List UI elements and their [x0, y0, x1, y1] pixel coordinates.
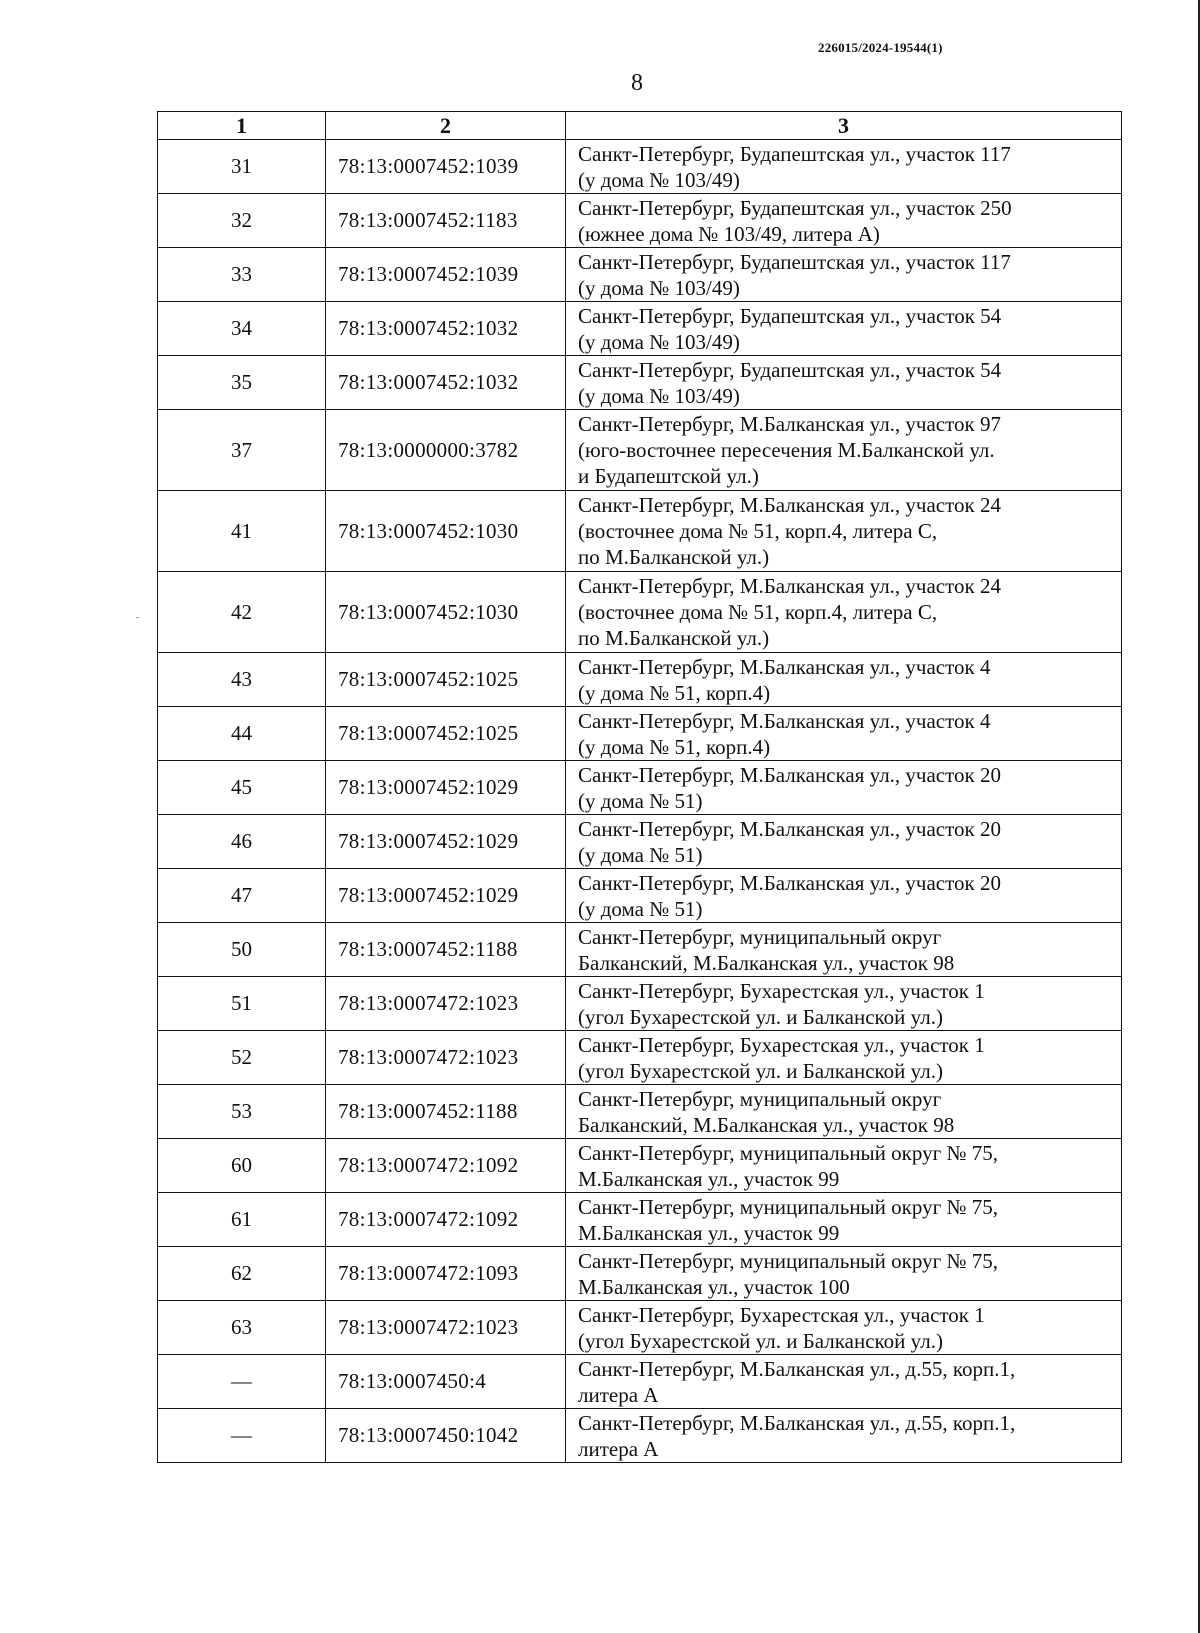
cadastral-number: 78:13:0007472:1092 [338, 1207, 519, 1231]
cadastral-number-cell [326, 707, 566, 761]
row-number: 34 [231, 316, 252, 340]
address-line: Санкт-Петербург, М.Балканская ул., участок 4 [578, 654, 991, 679]
cadastral-number: 78:13:0007452:1039 [338, 154, 519, 178]
cadastral-number: 78:13:0007452:1032 [338, 316, 519, 340]
row-number: 32 [231, 208, 252, 232]
row-number: 46 [231, 829, 252, 853]
cadastral-number: 78:13:0007472:1023 [338, 991, 519, 1015]
cadastral-number: 78:13:0007452:1029 [338, 829, 519, 853]
table-row [158, 248, 1122, 302]
address-line: (восточнее дома № 51, корп.4, литера С, [578, 519, 938, 543]
address-line: Санкт-Петербург, М.Балканская ул., участок 97 [578, 412, 1001, 436]
address-cell [566, 1193, 1122, 1247]
address-line: Санкт-Петербург, М.Балканская ул., участок 24 [578, 493, 1001, 517]
address-cell [566, 1301, 1122, 1355]
cadastral-number: 78:13:0007452:1025 [338, 667, 519, 691]
page-number: 8 [631, 70, 643, 96]
row-number: 31 [231, 154, 252, 178]
cadastral-number-cell [326, 356, 566, 410]
row-number: 33 [231, 262, 252, 286]
address-line: (у дома № 51) [578, 788, 703, 813]
table-row [158, 761, 1122, 815]
cadastral-number-cell [326, 815, 566, 869]
row-number: 63 [231, 1315, 252, 1339]
address-line: (у дома № 51) [578, 896, 703, 921]
address-cell [566, 1085, 1122, 1139]
cadastral-number-cell [326, 572, 566, 653]
row-number: 44 [231, 721, 252, 745]
address-line: Санкт-Петербург, М.Балканская ул., участок 4 [578, 708, 991, 733]
cadastral-number-cell [326, 869, 566, 923]
row-number-cell [158, 1031, 326, 1085]
row-number: 53 [231, 1099, 252, 1123]
table-header-row [158, 112, 1122, 140]
cadastral-number-cell [326, 1139, 566, 1193]
address-cell [566, 761, 1122, 815]
row-number-cell [158, 761, 326, 815]
address-cell [566, 248, 1122, 302]
table-row [158, 815, 1122, 869]
row-number-cell [158, 410, 326, 491]
cadastral-number-cell [326, 653, 566, 707]
row-number-cell [158, 302, 326, 356]
address-line: (юго-восточнее пересечения М.Балканской ул. [578, 438, 995, 462]
address-line: (у дома № 103/49) [578, 329, 740, 354]
address-line: М.Балканская ул., участок 99 [578, 1220, 840, 1245]
cadastral-number-cell [326, 1085, 566, 1139]
cadastral-number-cell [326, 923, 566, 977]
address-line: (угол Бухарестской ул. и Балканской ул.) [578, 1004, 943, 1029]
cadastral-number-cell [326, 1247, 566, 1301]
address-line: Санкт-Петербург, Будапештская ул., участок 250 [578, 195, 1012, 220]
cadastral-number-cell [326, 1031, 566, 1085]
row-number: 62 [231, 1261, 252, 1285]
table-row [158, 140, 1122, 194]
address-line: Санкт-Петербург, М.Балканская ул., участок 20 [578, 870, 1001, 895]
table-row [158, 302, 1122, 356]
table-row [158, 977, 1122, 1031]
address-cell [566, 302, 1122, 356]
row-number-cell [158, 815, 326, 869]
scan-speck [136, 617, 139, 618]
address-line: (у дома № 103/49) [578, 167, 740, 192]
cadastral-number: 78:13:0007452:1039 [338, 262, 519, 286]
cadastral-number: 78:13:0007450:4 [338, 1369, 487, 1393]
column-header-1: 1 [158, 112, 326, 140]
row-number: 35 [231, 370, 252, 394]
table-row [158, 491, 1122, 572]
cadastral-number: 78:13:0007472:1023 [338, 1045, 519, 1069]
address-line: (у дома № 103/49) [578, 275, 740, 300]
table-row [158, 1031, 1122, 1085]
table-row [158, 1355, 1122, 1409]
row-number: 61 [231, 1207, 252, 1231]
cadastral-number: 78:13:0007452:1188 [338, 937, 518, 961]
address-line: и Будапештской ул.) [578, 464, 759, 488]
row-number-cell [158, 653, 326, 707]
row-number: 60 [231, 1153, 252, 1177]
table-row [158, 707, 1122, 761]
document-registration-number: 226015/2024-19544(1) [818, 40, 943, 55]
cadastral-number-cell [326, 491, 566, 572]
cadastral-number: 78:13:0007452:1183 [338, 208, 518, 232]
cadastral-number: 78:13:0007452:1025 [338, 721, 519, 745]
row-number: 41 [231, 518, 252, 543]
land-plots-table [157, 111, 1122, 1463]
row-number: 42 [231, 599, 252, 624]
address-line: Санкт-Петербург, муниципальный округ [578, 924, 942, 949]
address-line: (южнее дома № 103/49, литера А) [578, 221, 880, 246]
row-number-cell [158, 572, 326, 653]
row-number-cell [158, 356, 326, 410]
cadastral-number: 78:13:0007452:1030 [338, 518, 519, 543]
address-cell [566, 923, 1122, 977]
row-number-cell [158, 1193, 326, 1247]
cadastral-number: 78:13:0007452:1030 [338, 599, 519, 624]
table-body [158, 140, 1122, 1463]
address-cell [566, 653, 1122, 707]
address-line: по М.Балканской ул.) [578, 545, 770, 569]
address-line: М.Балканская ул., участок 100 [578, 1274, 850, 1299]
cadastral-number-cell [326, 1355, 566, 1409]
table-row [158, 1139, 1122, 1193]
address-line: (восточнее дома № 51, корп.4, литера С, [578, 600, 938, 624]
address-cell [566, 977, 1122, 1031]
address-cell [566, 140, 1122, 194]
row-number: 52 [231, 1045, 252, 1069]
row-number: — [231, 1369, 252, 1393]
address-line: Санкт-Петербург, Будапештская ул., участок 54 [578, 357, 1002, 382]
address-cell [566, 1247, 1122, 1301]
address-line: (у дома № 51, корп.4) [578, 680, 771, 705]
address-cell [566, 815, 1122, 869]
address-line: (у дома № 51) [578, 842, 703, 867]
table-row [158, 356, 1122, 410]
address-line: Санкт-Петербург, муниципальный округ № 75, [578, 1248, 998, 1273]
address-line: Санкт-Петербург, Будапештская ул., участок 117 [578, 141, 1011, 166]
row-number-cell [158, 1085, 326, 1139]
row-number-cell [158, 1409, 326, 1463]
row-number: 45 [231, 775, 252, 799]
address-cell [566, 869, 1122, 923]
cadastral-number-cell [326, 1193, 566, 1247]
cadastral-number-cell [326, 1301, 566, 1355]
table-row [158, 869, 1122, 923]
table-row [158, 194, 1122, 248]
cadastral-number-cell [326, 140, 566, 194]
row-number-cell [158, 1301, 326, 1355]
cadastral-number: 78:13:0007452:1029 [338, 883, 519, 907]
row-number: 43 [231, 667, 252, 691]
table-row [158, 572, 1122, 653]
table-row [158, 1247, 1122, 1301]
cadastral-number-cell [326, 194, 566, 248]
cadastral-number: 78:13:0007452:1032 [338, 370, 519, 394]
table-row [158, 923, 1122, 977]
cadastral-number-cell [326, 248, 566, 302]
address-line: Санкт-Петербург, Бухарестская ул., участок 1 [578, 1302, 985, 1327]
address-line: литера А [578, 1382, 659, 1407]
address-line: Санкт-Петербург, муниципальный округ [578, 1086, 942, 1111]
row-number-cell [158, 869, 326, 923]
cadastral-number: 78:13:0007452:1029 [338, 775, 519, 799]
row-number-cell [158, 977, 326, 1031]
cadastral-number: 78:13:0007472:1093 [338, 1261, 519, 1285]
address-line: (угол Бухарестской ул. и Балканской ул.) [578, 1058, 943, 1083]
address-line: Санкт-Петербург, муниципальный округ № 75, [578, 1140, 998, 1165]
cadastral-number-cell [326, 761, 566, 815]
column-header-3: 3 [566, 112, 1122, 140]
row-number-cell [158, 491, 326, 572]
address-line: (у дома № 51, корп.4) [578, 734, 771, 759]
cadastral-number-cell [326, 302, 566, 356]
row-number: 50 [231, 937, 252, 961]
row-number-cell [158, 140, 326, 194]
address-line: литера А [578, 1436, 659, 1461]
table-row [158, 1193, 1122, 1247]
address-cell [566, 491, 1122, 572]
address-cell [566, 1409, 1122, 1463]
address-cell [566, 356, 1122, 410]
cadastral-number: 78:13:0007472:1023 [338, 1315, 519, 1339]
address-line: М.Балканская ул., участок 99 [578, 1166, 840, 1191]
address-cell [566, 1139, 1122, 1193]
row-number-cell [158, 248, 326, 302]
address-line: Санкт-Петербург, М.Балканская ул., д.55, корп.1, [578, 1410, 1016, 1435]
address-line: Санкт-Петербург, М.Балканская ул., участок 24 [578, 574, 1001, 598]
address-line: Балканский, М.Балканская ул., участок 98 [578, 950, 955, 975]
table-row [158, 1409, 1122, 1463]
address-line: Санкт-Петербург, Будапештская ул., участок 117 [578, 249, 1011, 274]
cadastral-number: 78:13:0000000:3782 [338, 437, 519, 462]
row-number-cell [158, 707, 326, 761]
row-number: 47 [231, 883, 252, 907]
cadastral-number: 78:13:0007472:1092 [338, 1153, 519, 1177]
address-line: Санкт-Петербург, муниципальный округ № 75, [578, 1194, 998, 1219]
row-number-cell [158, 1139, 326, 1193]
address-line: (угол Бухарестской ул. и Балканской ул.) [578, 1328, 943, 1353]
address-line: Санкт-Петербург, Будапештская ул., участок 54 [578, 303, 1002, 328]
table-row [158, 1301, 1122, 1355]
address-line: Санкт-Петербург, Бухарестская ул., участок 1 [578, 978, 985, 1003]
address-line: по М.Балканской ул.) [578, 626, 770, 650]
address-line: Санкт-Петербург, Бухарестская ул., участок 1 [578, 1032, 985, 1057]
address-line: Санкт-Петербург, М.Балканская ул., участок 20 [578, 816, 1001, 841]
table-row [158, 1085, 1122, 1139]
row-number: 37 [231, 437, 252, 462]
cadastral-number: 78:13:0007450:1042 [338, 1423, 519, 1447]
row-number-cell [158, 923, 326, 977]
table-row [158, 410, 1122, 491]
cadastral-number-cell [326, 410, 566, 491]
address-cell [566, 410, 1122, 491]
address-line: Санкт-Петербург, М.Балканская ул., участок 20 [578, 762, 1001, 787]
row-number: — [231, 1423, 252, 1447]
table-row [158, 653, 1122, 707]
address-cell [566, 572, 1122, 653]
row-number-cell [158, 194, 326, 248]
address-line: Балканский, М.Балканская ул., участок 98 [578, 1112, 955, 1137]
column-header-2: 2 [326, 112, 566, 140]
cadastral-number-cell [326, 977, 566, 1031]
address-cell [566, 1031, 1122, 1085]
row-number-cell [158, 1247, 326, 1301]
address-cell [566, 1355, 1122, 1409]
address-cell [566, 707, 1122, 761]
row-number-cell [158, 1355, 326, 1409]
cadastral-number-cell [326, 1409, 566, 1463]
address-cell [566, 194, 1122, 248]
row-number: 51 [231, 991, 252, 1015]
cadastral-number: 78:13:0007452:1188 [338, 1099, 518, 1123]
address-line: (у дома № 103/49) [578, 383, 740, 408]
address-line: Санкт-Петербург, М.Балканская ул., д.55, корп.1, [578, 1356, 1016, 1381]
